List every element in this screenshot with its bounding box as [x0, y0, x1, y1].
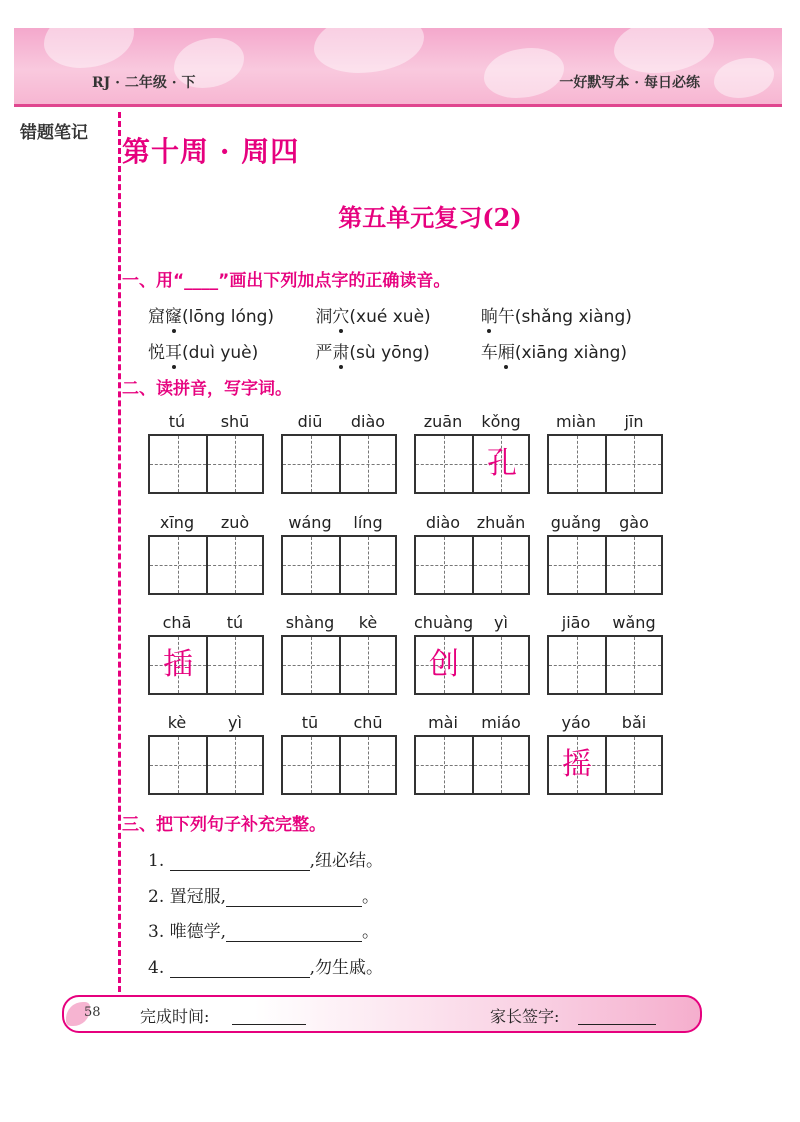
writing-cell[interactable]: [549, 737, 605, 793]
written-char: [549, 436, 605, 492]
written-char: [474, 637, 530, 693]
writing-cell[interactable]: [283, 436, 339, 492]
completion-time-field[interactable]: [232, 1024, 306, 1025]
answer-blank[interactable]: [170, 852, 310, 871]
tian-grid: [148, 735, 264, 795]
pinyin-label: [547, 513, 663, 533]
q1-item[interactable]: 悦耳(duì yuè): [148, 343, 259, 363]
writing-cell[interactable]: [605, 436, 661, 492]
pinyin-syllable: kè: [167, 713, 187, 732]
tian-grid: [414, 535, 530, 595]
pinyin-label: [148, 513, 264, 533]
written-char: [341, 436, 397, 492]
pinyin-label: [281, 513, 397, 533]
pinyin-syllable: gào: [619, 513, 649, 532]
fill-sentence-3: 3. 唯德学, 。: [148, 922, 380, 942]
writing-cell[interactable]: [150, 737, 206, 793]
writing-cell[interactable]: [206, 537, 262, 593]
written-char: [607, 436, 663, 492]
pinyin-syllable: zhuǎn: [476, 513, 526, 532]
written-char: 插: [163, 647, 193, 682]
pinyin-syllable: tū: [301, 713, 319, 732]
writing-cell[interactable]: [416, 637, 472, 693]
pinyin-label: [148, 412, 264, 432]
written-char: [283, 737, 339, 793]
header-grade: RJ · 二年级 · 下: [92, 75, 196, 91]
week-title: 第十周 · 周四: [122, 135, 300, 168]
answer-blank[interactable]: [170, 959, 310, 978]
writing-cell[interactable]: [339, 537, 395, 593]
writing-cell[interactable]: [549, 436, 605, 492]
pinyin-syllable: miàn: [556, 412, 596, 431]
q1-item[interactable]: 严肃(sù yōng): [315, 343, 430, 363]
written-char: [150, 737, 206, 793]
pinyin-label: [414, 613, 530, 633]
writing-cell[interactable]: [206, 436, 262, 492]
tian-grid: [547, 434, 663, 494]
page-number: 58: [84, 1005, 101, 1020]
pinyin-syllable: diào: [425, 513, 461, 532]
written-char: [549, 537, 605, 593]
written-char: [474, 737, 530, 793]
written-char: [283, 537, 339, 593]
pinyin-syllable: kǒng: [481, 412, 521, 431]
writing-cell[interactable]: [150, 537, 206, 593]
pinyin-syllable: wǎng: [612, 613, 656, 632]
writing-cell[interactable]: [283, 737, 339, 793]
written-char: [208, 637, 264, 693]
writing-cell[interactable]: [416, 737, 472, 793]
pinyin-syllable: líng: [353, 513, 383, 532]
pinyin-syllable: yì: [228, 713, 242, 732]
parent-signature-field[interactable]: [578, 1024, 656, 1025]
tian-grid: [281, 434, 397, 494]
pinyin-label: [148, 613, 264, 633]
written-char: [208, 436, 264, 492]
pinyin-syllable: guǎng: [550, 513, 602, 532]
written-char: [208, 537, 264, 593]
pinyin-label: [547, 713, 663, 733]
pinyin-syllable: kè: [358, 613, 378, 632]
pinyin-syllable: chuàng: [414, 613, 474, 632]
writing-cell[interactable]: [283, 537, 339, 593]
pinyin-label: [148, 713, 264, 733]
pinyin-label: [547, 412, 663, 432]
tian-grid: [414, 635, 530, 695]
pinyin-label: [414, 713, 530, 733]
tian-grid: [414, 735, 530, 795]
q1-row-2: [148, 338, 627, 363]
pinyin-syllable: jiāo: [561, 613, 591, 632]
completion-time-label: 完成时间:: [140, 1007, 210, 1026]
tian-grid: [148, 535, 264, 595]
pinyin-label: [414, 412, 530, 432]
section2-title: 二、读拼音，写字词。: [122, 379, 292, 399]
written-char: [607, 537, 663, 593]
writing-cell[interactable]: [206, 737, 262, 793]
q1-row-1: [148, 302, 632, 327]
tian-grid: [281, 635, 397, 695]
writing-cell[interactable]: [416, 436, 472, 492]
written-char: 创: [429, 647, 459, 682]
pinyin-syllable: xīng: [159, 513, 195, 532]
written-char: [341, 537, 397, 593]
writing-cell[interactable]: [339, 737, 395, 793]
tian-grid: [414, 434, 530, 494]
tian-grid: [148, 635, 264, 695]
written-char: [341, 737, 397, 793]
q1-item[interactable]: 窟窿(lōng lóng): [148, 307, 275, 327]
writing-cell[interactable]: [472, 436, 528, 492]
pinyin-syllable: zuān: [423, 412, 463, 431]
pinyin-syllable: yì: [494, 613, 508, 632]
pinyin-syllable: jīn: [624, 412, 644, 431]
writing-cell[interactable]: [549, 637, 605, 693]
written-char: [607, 737, 663, 793]
writing-cell[interactable]: [150, 637, 206, 693]
writing-cell[interactable]: [339, 637, 395, 693]
unit-title: 第五单元复习(2): [338, 203, 522, 232]
writing-cell[interactable]: [150, 436, 206, 492]
written-char: [549, 637, 605, 693]
fill-sentence-1: 1. ,纽必结。: [148, 851, 384, 871]
written-char: [208, 737, 264, 793]
writing-cell[interactable]: [605, 537, 661, 593]
written-char: 孔: [487, 446, 517, 481]
tian-grid: [148, 434, 264, 494]
written-char: [150, 537, 206, 593]
written-char: [341, 637, 397, 693]
written-char: [150, 436, 206, 492]
writing-cell[interactable]: [472, 737, 528, 793]
q1-item[interactable]: 洞穴(xué xuè): [315, 307, 431, 327]
header-banner: [14, 28, 782, 104]
written-char: [283, 637, 339, 693]
pinyin-syllable: zuò: [220, 513, 250, 532]
pinyin-label: [414, 513, 530, 533]
writing-cell[interactable]: [549, 537, 605, 593]
tian-grid: [547, 635, 663, 695]
writing-cell[interactable]: [605, 637, 661, 693]
written-char: [416, 436, 472, 492]
written-char: [474, 537, 530, 593]
fill-sentence-4: 4. ,勿生戚。: [148, 958, 384, 978]
writing-cell[interactable]: [206, 637, 262, 693]
tian-grid: [281, 535, 397, 595]
pinyin-syllable: tú: [168, 412, 186, 431]
pinyin-syllable: shū: [220, 412, 250, 431]
pinyin-syllable: chū: [353, 713, 383, 732]
section3-title: 三、把下列句子补充完整。: [122, 815, 326, 835]
pinyin-syllable: mài: [428, 713, 458, 732]
fill-sentence-2: 2. 置冠服, 。: [148, 887, 380, 907]
tian-grid: [547, 735, 663, 795]
header-divider: [14, 104, 782, 107]
writing-cell[interactable]: [416, 537, 472, 593]
pinyin-label: [281, 412, 397, 432]
q1-item[interactable]: 晌午(shǎng xiàng): [480, 307, 632, 327]
parent-signature-label: 家长签字:: [490, 1007, 560, 1026]
pinyin-label: [281, 713, 397, 733]
answer-blank[interactable]: [226, 923, 362, 942]
pinyin-syllable: diào: [350, 412, 386, 431]
writing-cell[interactable]: [283, 637, 339, 693]
pinyin-syllable: tú: [226, 613, 244, 632]
written-char: 摇: [562, 747, 592, 782]
writing-cell[interactable]: [472, 537, 528, 593]
pinyin-syllable: chā: [162, 613, 192, 632]
pinyin-syllable: wáng: [288, 513, 332, 532]
pinyin-syllable: yáo: [561, 713, 591, 732]
answer-blank[interactable]: [226, 888, 362, 907]
written-char: [416, 537, 472, 593]
tian-grid: [547, 535, 663, 595]
pinyin-syllable: diū: [297, 412, 323, 431]
sidebar-divider: [118, 112, 121, 992]
pinyin-label: [547, 613, 663, 633]
pinyin-syllable: miáo: [481, 713, 521, 732]
header-book-title: 一好默写本 · 每日必练: [559, 75, 700, 91]
pinyin-syllable: shàng: [285, 613, 335, 632]
tian-grid: [281, 735, 397, 795]
section1-title: 一、用“____”画出下列加点字的正确读音。: [122, 271, 451, 291]
written-char: [607, 637, 663, 693]
writing-cell[interactable]: [339, 436, 395, 492]
q1-item[interactable]: 车厢(xiāng xiàng): [480, 343, 628, 363]
pinyin-label: [281, 613, 397, 633]
mistake-notes-label: 错题笔记: [20, 123, 88, 143]
writing-cell[interactable]: [605, 737, 661, 793]
pinyin-syllable: bǎi: [621, 713, 647, 732]
written-char: [416, 737, 472, 793]
writing-cell[interactable]: [472, 637, 528, 693]
written-char: [283, 436, 339, 492]
